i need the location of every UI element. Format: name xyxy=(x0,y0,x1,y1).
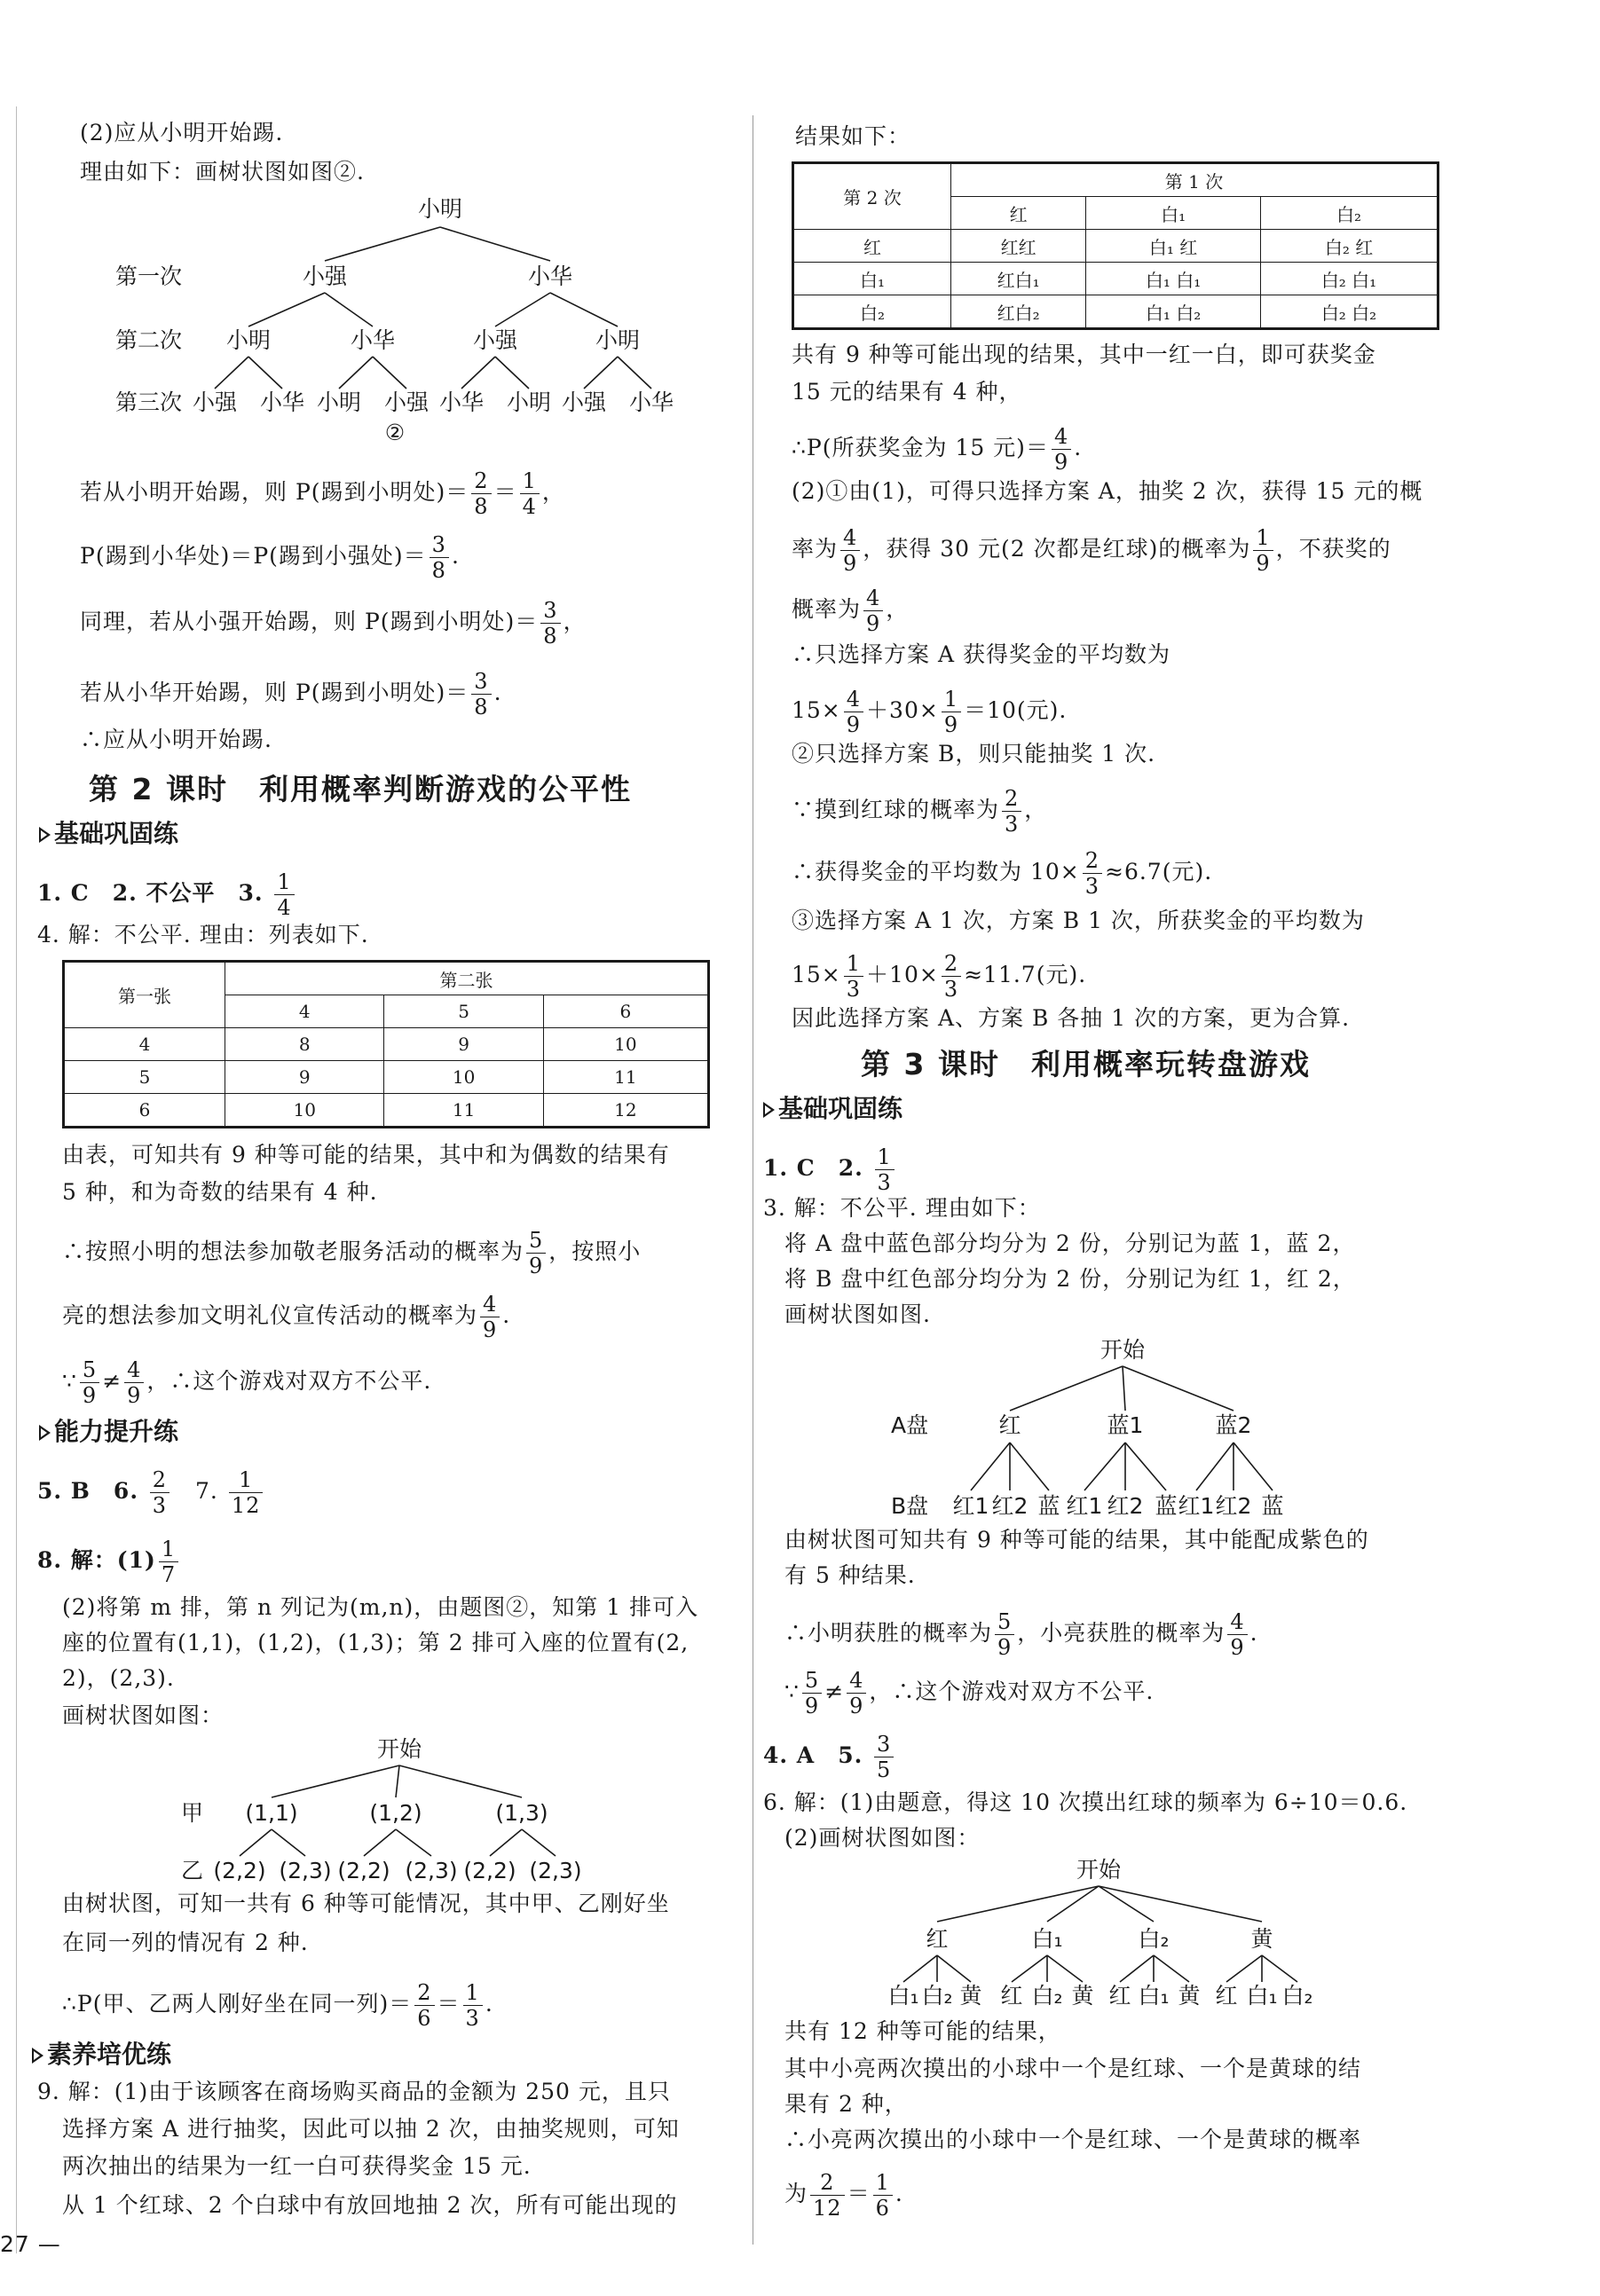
answer-line: 8. 解：(1) $\frac{1}{7}$ xyxy=(37,1537,181,1587)
tree-node: 蓝2 xyxy=(1215,1412,1252,1438)
tree-node: 小华 xyxy=(259,389,305,415)
lesson-title: 第 3 课时 利用概率玩转盘游戏 xyxy=(861,1047,1311,1081)
text-line: ∵ $\frac{5}{9}$ ≠ $\frac{4}{9}$ ，∴这个游戏对双方不公平. xyxy=(784,1668,1155,1718)
tree-node: (2,3) xyxy=(405,1858,458,1883)
tree-node: 小明 xyxy=(595,327,641,353)
tree-node: 白₁ xyxy=(1138,1983,1170,2009)
tree-node: 开始 xyxy=(1100,1337,1146,1363)
section-heading: 基础巩固练 xyxy=(39,814,178,850)
tree-node: 小明 xyxy=(506,389,552,415)
text-line: 5 种，和为奇数的结果有 4 种. xyxy=(62,1179,378,1205)
tree-node: 红 xyxy=(1215,1983,1238,2009)
tree-node: 红1 xyxy=(952,1493,989,1519)
tree-node: 红 xyxy=(1000,1983,1023,2009)
section-heading: 素养培优练 xyxy=(32,2035,171,2071)
text-line: 由树状图可知共有 9 种等可能的结果，其中能配成紫色的 xyxy=(784,1527,1369,1553)
triangle-icon xyxy=(39,827,51,843)
text-line: ∴P(所获奖金为 15 元)＝ $\frac{4}{9}$ . xyxy=(792,424,1083,475)
text-line: ∵ $\frac{5}{9}$ ≠ $\frac{4}{9}$ ，∴这个游戏对双方不公平. xyxy=(62,1357,432,1408)
tree-node: 白₂ xyxy=(921,1983,953,2009)
tree-node: (1,1) xyxy=(245,1800,298,1826)
tree-node: 小强 xyxy=(472,327,518,353)
section-heading: 基础巩固练 xyxy=(763,1089,902,1125)
answer-line: 4. A 5. $\frac{3}{5}$ xyxy=(763,1732,896,1782)
table-cell: 4 xyxy=(225,995,384,1028)
tree-node: 开始 xyxy=(376,1736,422,1762)
text-line: (2)应从小明开始踢. xyxy=(80,120,284,145)
table-header: 第 2 次 xyxy=(793,163,951,230)
tree-node: 白₂ xyxy=(1138,1926,1170,1952)
text-line: 由表，可知共有 9 种等可能的结果，其中和为偶数的结果有 xyxy=(62,1142,670,1168)
text-line: 同理，若从小强开始踢，则 P(踢到小明处)＝ $\frac{3}{8}$ ， xyxy=(80,598,587,649)
tree-node: 蓝 xyxy=(1037,1493,1060,1519)
answer-line: 5. B 6. $\frac{2}{3}$ 7. $\frac{1}{12}$ xyxy=(37,1467,265,1518)
tree-diagram-seats xyxy=(169,1730,701,1890)
tree-node: 红2 xyxy=(1107,1493,1144,1519)
tree-node: (1,2) xyxy=(369,1800,422,1826)
text-line: 理由如下：画树状图如图②. xyxy=(80,159,365,185)
text-line: 概率为 $\frac{4}{9}$ ， xyxy=(792,586,910,636)
text-line: 画树状图如图. xyxy=(784,1301,931,1327)
text-line: 将 A 盘中蓝色部分均分为 2 份，分别记为蓝 1，蓝 2， xyxy=(784,1231,1356,1256)
tree-node: 小明 xyxy=(316,389,362,415)
text-line: ∴P(甲、乙两人刚好坐在同一列)＝ $\frac{2}{6}$ ＝ $\frac{1}{3}$ . xyxy=(62,1980,493,2031)
tree-node: (2,3) xyxy=(529,1858,582,1883)
table-header: 第 1 次 xyxy=(951,163,1438,197)
text-line: ②只选择方案 B，则只能抽奖 1 次. xyxy=(792,741,1156,767)
text-line: ∴按照小明的想法参加敬老服务活动的概率为 $\frac{5}{9}$ ，按照小 xyxy=(62,1228,642,1278)
text-line: ∵摸到红球的概率为 $\frac{2}{3}$ ， xyxy=(792,786,1048,837)
tree-node: 小强 xyxy=(383,389,430,415)
figure-caption: ② xyxy=(384,420,406,445)
tree-node: 红2 xyxy=(991,1493,1029,1519)
text-line: 由树状图，可知一共有 6 种等可能情况，其中甲、乙刚好坐 xyxy=(62,1891,670,1916)
row-label: A盘 xyxy=(891,1412,929,1438)
text-line: (2)将第 m 排，第 n 列记为(m,n)，由题图②，知第 1 排可入 xyxy=(62,1594,699,1620)
row-label: 第三次 xyxy=(115,389,183,415)
text-line: 15 元的结果有 4 种， xyxy=(792,379,1022,405)
tree-node: 白₂ xyxy=(1031,1983,1063,2009)
text-line: 15× $\frac{4}{9}$ ＋30× $\frac{1}{9}$ ＝10(元). xyxy=(792,687,1068,737)
row-label: 乙 xyxy=(181,1858,204,1883)
text-line: 两次抽出的结果为一红一白可获得奖金 15 元. xyxy=(62,2153,532,2179)
table-header: 第一张 xyxy=(64,962,225,1028)
text-line: 果有 2 种， xyxy=(784,2091,908,2117)
tree-node: 小明 xyxy=(417,196,463,222)
text-line: 将 B 盘中红色部分均分为 2 份，分别记为红 1，红 2， xyxy=(784,1266,1356,1292)
draw-table: 第 2 次 第 1 次 红 白₁ 白₂ 红 红红 白₁ 红 白₂ 红 白₁ 红白₁ 白₁ 白₁ 白₂ 白₁ 白₂ 红白₂ 白₁ 白₂ 白₂ 白₂ xyxy=(792,161,1439,330)
tree-node: 红2 xyxy=(1215,1493,1252,1519)
tree-diagram-spinner xyxy=(879,1331,1322,1526)
row-label: 第一次 xyxy=(115,263,183,289)
answer-line: 1. C 2. 不公平 3. $\frac{1}{4}$ xyxy=(37,869,297,920)
tree-node: 蓝 xyxy=(1155,1493,1178,1519)
text-line: 从 1 个红球、2 个白球中有放回地抽 2 次，所有可能出现的 xyxy=(62,2192,678,2218)
triangle-icon xyxy=(39,1425,51,1441)
text-line: 因此选择方案 A、方案 B 各抽 1 次的方案，更为合算. xyxy=(792,1005,1351,1031)
text-line: 共有 9 种等可能出现的结果，其中一红一白，即可获奖金 xyxy=(792,342,1376,367)
tree-node: 开始 xyxy=(1076,1857,1122,1883)
text-line: 其中小亮两次摸出的小球中一个是红球、一个是黄球的结 xyxy=(784,2056,1362,2081)
text-line: 6. 解：(1)由题意，得这 10 次摸出红球的频率为 6÷10＝0.6. xyxy=(763,1789,1408,1815)
text-line: 亮的想法参加文明礼仪宣传活动的概率为 $\frac{4}{9}$ . xyxy=(62,1292,511,1342)
text-line: ∴小明获胜的概率为 $\frac{5}{9}$ ，小亮获胜的概率为 $\frac{4}{9}$ . xyxy=(784,1609,1258,1660)
text-line: 选择方案 A 进行抽奖，因此可以抽 2 次，由抽奖规则，可知 xyxy=(62,2116,680,2142)
text-line: ∴应从小明开始踢. xyxy=(80,727,272,752)
tree-node: 红 xyxy=(998,1412,1021,1438)
tree-node: 小强 xyxy=(192,389,238,415)
tree-node: 红 xyxy=(1108,1983,1131,2009)
text-line: 有 5 种结果. xyxy=(784,1562,916,1588)
tree-node: 小华 xyxy=(438,389,485,415)
text-line: 结果如下： xyxy=(795,123,911,149)
row-label: 第二次 xyxy=(115,327,183,353)
tree-node: 黄 xyxy=(1250,1926,1273,1952)
row-label: B盘 xyxy=(891,1493,929,1519)
text-line: 率为 $\frac{4}{9}$ ，获得 30 元(2 次都是红球)的概率为 $\frac{1}{9}$ ，不获奖的 xyxy=(792,525,1391,576)
text-line: (2)①由(1)，可得只选择方案 A，抽奖 2 次，获得 15 元的概 xyxy=(792,478,1423,504)
text-line: 在同一列的情况有 2 种. xyxy=(62,1930,309,1955)
tree-node: (2,2) xyxy=(337,1858,390,1883)
tree-node: 黄 xyxy=(1071,1983,1094,2009)
tree-node: 小强 xyxy=(561,389,607,415)
text-line: ∴小亮两次摸出的小球中一个是红球、一个是黄球的概率 xyxy=(784,2127,1362,2152)
text-line: 画树状图如图： xyxy=(62,1702,225,1728)
text-line: ③选择方案 A 1 次，方案 B 1 次，所获奖金的平均数为 xyxy=(792,908,1365,933)
text-line: 2)，(2,3). xyxy=(62,1665,175,1691)
text-line: 若从小明开始踢，则 P(踢到小明处)＝ $\frac{2}{8}$ ＝ $\frac{1}{4}$ ， xyxy=(80,468,565,519)
text-line: 座的位置有(1,1)，(1,2)，(1,3)；第 2 排可入座的位置有(2, xyxy=(62,1630,690,1655)
row-label: 甲 xyxy=(181,1800,204,1826)
tree-node: 白₁ xyxy=(887,1983,919,2009)
tree-node: 红 xyxy=(926,1926,949,1952)
tree-node: 白₂ xyxy=(1281,1983,1313,2009)
text-line: ∴只选择方案 A 获得奖金的平均数为 xyxy=(792,641,1170,667)
text-line: P(踢到小华处)＝P(踢到小强处)＝ $\frac{3}{8}$ . xyxy=(80,532,460,583)
sum-table: 第一张 第二张 4 5 6 4 8 9 10 5 9 10 11 6 10 11 12 xyxy=(62,960,710,1128)
tree-node: 小华 xyxy=(527,263,573,289)
lesson-title: 第 2 课时 利用概率判断游戏的公平性 xyxy=(89,772,632,806)
text-line: 3. 解：不公平. 理由如下： xyxy=(763,1195,1041,1221)
right-column xyxy=(763,0,1597,2296)
tree-node: 红1 xyxy=(1178,1493,1215,1519)
left-column xyxy=(0,0,745,2296)
tree-node: (2,2) xyxy=(213,1858,266,1883)
text-line: 4. 解：不公平. 理由：列表如下. xyxy=(37,922,369,947)
triangle-icon xyxy=(763,1102,775,1118)
section-heading: 能力提升练 xyxy=(39,1412,178,1448)
text-line: 为 $\frac{2}{12}$ ＝ $\frac{1}{6}$ . xyxy=(784,2170,903,2221)
text-line: (2)画树状图如图： xyxy=(784,1825,981,1851)
tree-node: 红1 xyxy=(1066,1493,1103,1519)
table-cell: 6 xyxy=(543,995,708,1028)
text-line: ∴获得奖金的平均数为 10× $\frac{2}{3}$ ≈6.7(元). xyxy=(792,848,1213,899)
text-line: 若从小华开始踢，则 P(踢到小明处)＝ $\frac{3}{8}$ . xyxy=(80,669,502,719)
tree-node: 小明 xyxy=(225,327,272,353)
tree-node: 蓝1 xyxy=(1107,1412,1144,1438)
tree-diagram-balls xyxy=(879,1851,1375,2010)
tree-node: 小华 xyxy=(628,389,674,415)
tree-node: 蓝 xyxy=(1261,1493,1284,1519)
tree-node: 白₁ xyxy=(1031,1926,1063,1952)
tree-node: (2,3) xyxy=(279,1858,332,1883)
tree-node: (1,3) xyxy=(495,1800,548,1826)
tree-diagram-2 xyxy=(106,186,728,452)
tree-node: 黄 xyxy=(959,1983,982,2009)
text-line: 共有 12 种等可能的结果， xyxy=(784,2018,1061,2044)
text-line: 15× $\frac{1}{3}$ ＋10× $\frac{2}{3}$ ≈11.7(元). xyxy=(792,951,1087,1002)
tree-node: 白₁ xyxy=(1246,1983,1278,2009)
text-line: 9. 解：(1)由于该顾客在商场购买商品的金额为 250 元，且只 xyxy=(37,2079,671,2104)
page-number: 27 — xyxy=(0,2231,61,2257)
answer-line: 1. C 2. $\frac{1}{3}$ xyxy=(763,1144,897,1195)
tree-node: (2,2) xyxy=(463,1858,516,1883)
triangle-icon xyxy=(32,2048,43,2064)
table-cell: 5 xyxy=(384,995,543,1028)
table-header: 第二张 xyxy=(225,962,709,995)
tree-node: 黄 xyxy=(1178,1983,1201,2009)
tree-node: 小华 xyxy=(350,327,396,353)
tree-node: 小强 xyxy=(302,263,348,289)
